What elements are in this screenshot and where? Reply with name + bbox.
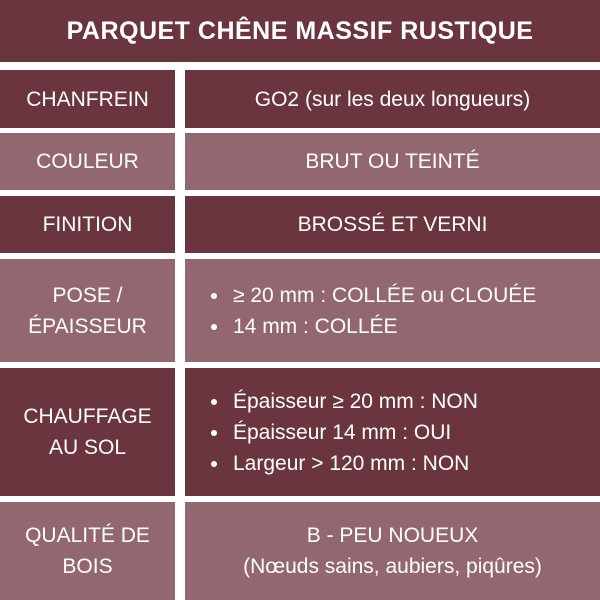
row-value-qualite-de-bois: [185, 502, 600, 600]
value-text: B - PEU NOUEUX: [306, 524, 479, 547]
value-text: BRUT OU TEINTÉ: [305, 150, 480, 173]
list-item: 14 mm : COLLÉE: [209, 311, 536, 342]
label-text: CHAUFFAGE: [23, 405, 152, 428]
row-label-chanfrein: [0, 70, 175, 128]
label-text: QUALITÉ DE: [25, 524, 150, 547]
row-label-chauffage-au-sol: [0, 368, 175, 496]
page-title: PARQUET CHÊNE MASSIF RUSTIQUE: [0, 0, 600, 62]
list-item: Épaisseur ≥ 20 mm : NON: [209, 386, 478, 417]
row-value-finition: [185, 196, 600, 253]
row-label-couleur: [0, 133, 175, 190]
label-text: COULEUR: [36, 150, 139, 173]
row-value-chanfrein: [185, 70, 600, 128]
label-text: CHANFREIN: [26, 87, 149, 111]
row-label-qualite-de-bois: [0, 502, 175, 600]
list-item: Largeur > 120 mm : NON: [209, 448, 478, 479]
label-text: BOIS: [62, 555, 113, 578]
bullet-list: [209, 386, 478, 479]
list-item: Épaisseur 14 mm : OUI: [209, 417, 478, 448]
label-text: POSE /: [52, 283, 123, 307]
label-text: FINITION: [42, 213, 133, 236]
bullet-list: [209, 280, 536, 342]
list-item: ≥ 20 mm : COLLÉE ou CLOUÉE: [209, 280, 536, 311]
row-label-finition: [0, 196, 175, 253]
row-value-couleur: [185, 133, 600, 190]
label-text: AU SOL: [48, 436, 126, 459]
value-text: BROSSÉ ET VERNI: [297, 213, 488, 236]
row-value-chauffage-au-sol: [185, 368, 600, 496]
value-text: (Nœuds sains, aubiers, piqûres): [243, 555, 542, 578]
row-value-pose-epaisseur: [185, 259, 600, 362]
label-text: ÉPAISSEUR: [28, 314, 147, 338]
row-label-pose-epaisseur: [0, 259, 175, 362]
value-text: GO2 (sur les deux longueurs): [254, 87, 531, 111]
